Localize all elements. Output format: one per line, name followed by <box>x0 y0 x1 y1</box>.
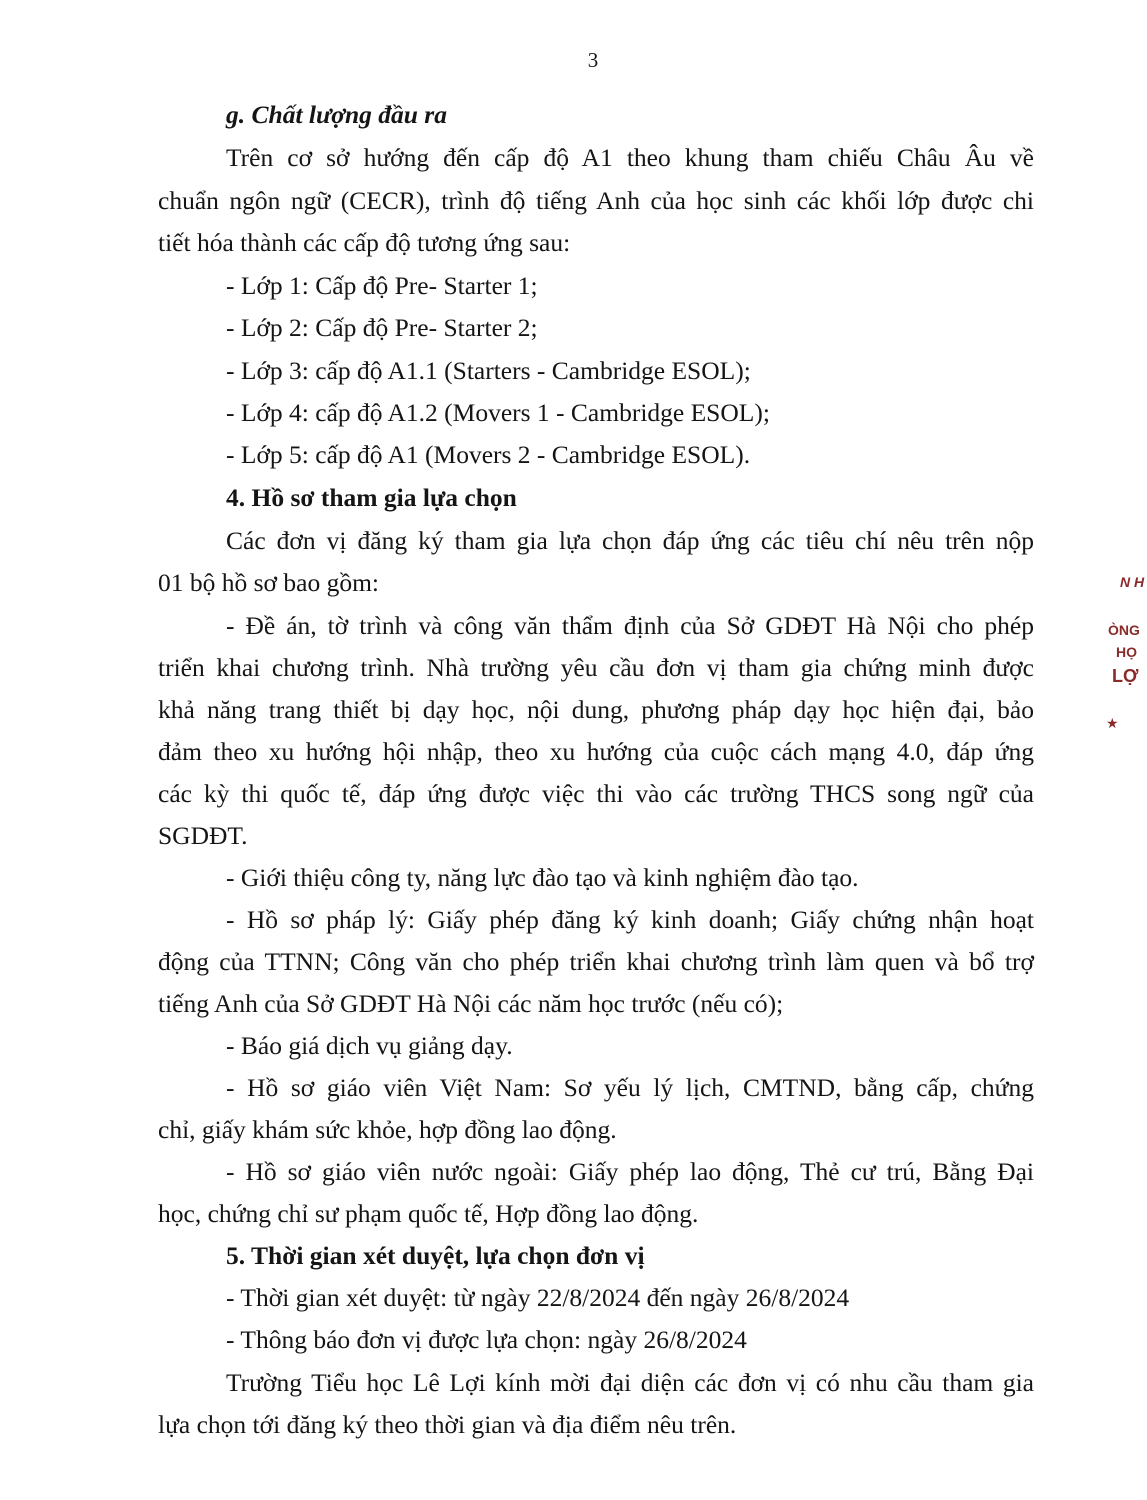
stamp-fragment: ÒNG <box>1108 622 1140 638</box>
level-item: - Lớp 4: cấp độ A1.2 (Movers 1 - Cambridge ESOL); <box>226 398 770 427</box>
section-g-intro-line: tiết hóa thành các cấp độ tương ứng sau: <box>158 228 571 257</box>
svg-text:★: ★ <box>1106 716 1119 732</box>
section-g-intro-line: chuẩn ngôn ngữ (CECR), trình độ tiếng Anh của học sinh các khối lớp được chi <box>158 186 1034 215</box>
stamp-fragment: N H <box>1120 574 1145 590</box>
school-stamp <box>1092 560 1147 760</box>
level-item: - Lớp 3: cấp độ A1.1 (Starters - Cambridge ESOL); <box>226 356 751 385</box>
section-g-heading: g. Chất lượng đầu ra <box>226 100 447 129</box>
page-number: 3 <box>587 48 599 72</box>
stamp-rings-icon <box>1092 560 1147 760</box>
section-4-intro-line: 01 bộ hồ sơ bao gồm: <box>158 568 380 597</box>
requirement-item-line: - Hồ sơ pháp lý: Giấy phép đăng ký kinh doanh; Giấy chứng nhận hoạt <box>226 905 1034 934</box>
review-time: - Thời gian xét duyệt: từ ngày 22/8/2024 đến ngày 26/8/2024 <box>226 1283 850 1312</box>
requirement-item-line: đảm theo xu hướng hội nhập, theo xu hướng của cuộc cách mạng 4.0, đáp ứng <box>158 737 1034 766</box>
requirement-item-line: tiếng Anh của Sở GDĐT Hà Nội các năm học trước (nếu có); <box>158 989 784 1018</box>
level-item: - Lớp 2: Cấp độ Pre- Starter 2; <box>226 313 538 342</box>
requirement-item-line: động của TTNN; Công văn cho phép triển khai chương trình làm quen và bổ trợ <box>158 947 1034 976</box>
stamp-fragment: LỢ <box>1112 666 1139 686</box>
selection-notice: - Thông báo đơn vị được lựa chọn: ngày 26/8/2024 <box>226 1325 747 1354</box>
stamp-fragment: HỌ <box>1116 644 1137 660</box>
requirement-item-line: - Hồ sơ giáo viên nước ngoài: Giấy phép lao động, Thẻ cư trú, Bằng Đại <box>226 1157 1034 1186</box>
closing-line: Trường Tiểu học Lê Lợi kính mời đại diện các đơn vị có nhu cầu tham gia <box>226 1368 1034 1397</box>
section-4-intro-line: Các đơn vị đăng ký tham gia lựa chọn đáp ứng các tiêu chí nêu trên nộp <box>226 526 1034 555</box>
requirement-item-line: - Đề án, tờ trình và công văn thẩm định của Sở GDĐT Hà Nội cho phép <box>226 611 1034 640</box>
closing-line: lựa chọn tới đăng ký theo thời gian và địa điểm nêu trên. <box>158 1410 737 1439</box>
requirement-item-line: triển khai chương trình. Nhà trường yêu cầu đơn vị tham gia chứng minh được <box>158 653 1034 682</box>
requirement-item-line: SGDĐT. <box>158 821 248 850</box>
requirement-item-line: - Giới thiệu công ty, năng lực đào tạo và kinh nghiệm đào tạo. <box>226 863 859 892</box>
level-item: - Lớp 5: cấp độ A1 (Movers 2 - Cambridge ESOL). <box>226 440 751 469</box>
requirement-item-line: các kỳ thi quốc tế, đáp ứng được việc thi vào các trường THCS song ngữ của <box>158 779 1034 808</box>
requirement-item-line: học, chứng chỉ sư phạm quốc tế, Hợp đồng lao động. <box>158 1199 699 1228</box>
level-item: - Lớp 1: Cấp độ Pre- Starter 1; <box>226 271 538 300</box>
requirement-item-line: khả năng trang thiết bị dạy học, nội dung, phương pháp dạy học hiện đại, bảo <box>158 695 1034 724</box>
section-g-intro-line: Trên cơ sở hướng đến cấp độ A1 theo khung tham chiếu Châu Âu về <box>226 143 1034 172</box>
section-5-heading: 5. Thời gian xét duyệt, lựa chọn đơn vị <box>226 1241 645 1270</box>
requirement-item-line: - Báo giá dịch vụ giảng dạy. <box>226 1031 513 1060</box>
requirement-item-line: - Hồ sơ giáo viên Việt Nam: Sơ yếu lý lịch, CMTND, bằng cấp, chứng <box>226 1073 1034 1102</box>
requirement-item-line: chỉ, giấy khám sức khỏe, hợp đồng lao động. <box>158 1115 617 1144</box>
section-4-heading: 4. Hồ sơ tham gia lựa chọn <box>226 483 517 512</box>
